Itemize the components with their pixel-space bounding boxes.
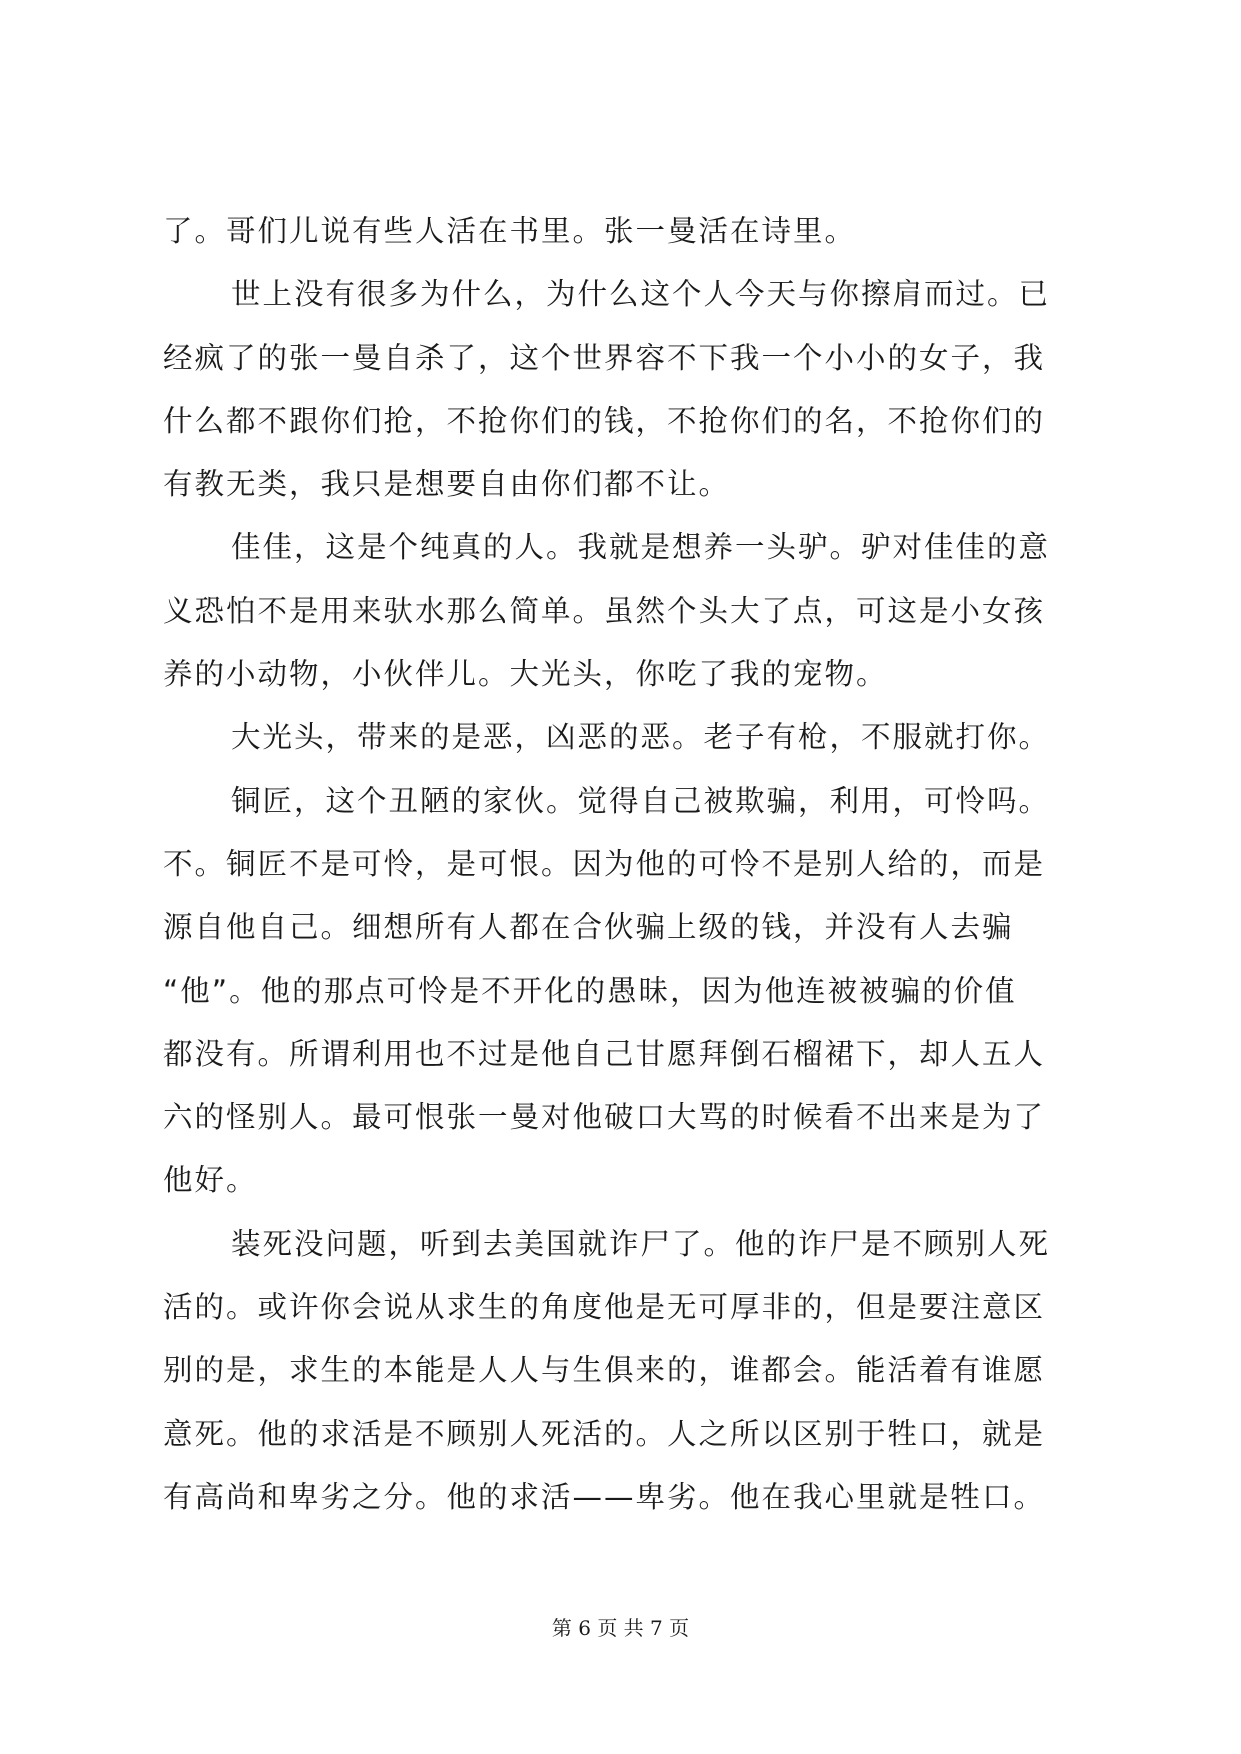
paragraph-first-line: 世上没有很多为什么，为什么这个人今天与你擦肩而过。已: [231, 277, 1051, 312]
paragraph-first-line: 佳佳，这是个纯真的人。我就是想养一头驴。驴对佳佳的意: [231, 530, 1051, 565]
text-line: 有教无类，我只是想要自由你们都不让。: [163, 467, 731, 502]
document-body: [163, 200, 1083, 1529]
paragraph-first-line: 大光头，带来的是恶，凶恶的恶。老子有枪，不服就打你。: [231, 720, 1051, 755]
text-line: 都没有。所谓利用也不过是他自己甘愿拜倒石榴裙下，却人五人: [163, 1036, 1046, 1071]
text-line: 不。铜匠不是可怜，是可恨。因为他的可怜不是别人给的，而是: [163, 846, 1046, 881]
text-line: 活的。或许你会说从求生的角度他是无可厚非的，但是要注意区: [163, 1290, 1046, 1325]
text-line: 源自他自己。细想所有人都在合伙骗上级的钱，并没有人去骗: [163, 910, 1014, 945]
text-line: 养的小动物，小伙伴儿。大光头，你吃了我的宠物。: [163, 657, 888, 692]
text-line: 意死。他的求活是不顾别人死活的。人之所以区别于牲口，就是: [163, 1416, 1046, 1451]
text-line: 了。哥们儿说有些人活在书里。张一曼活在诗里。: [163, 214, 857, 248]
text-line: 他好。: [163, 1163, 258, 1198]
text-line: 义恐怕不是用来驮水那么简单。虽然个头大了点，可这是小女孩: [163, 593, 1046, 628]
page-number-footer: 第 6 页 共 7 页: [551, 1616, 690, 1640]
text-line: 六的怪别人。最可恨张一曼对他破口大骂的时候看不出来是为了: [163, 1100, 1046, 1135]
paragraph-first-line: 装死没问题，听到去美国就诈尸了。他的诈尸是不顾别人死: [231, 1226, 1051, 1261]
text-line: 有高尚和卑劣之分。他的求活——卑劣。他在我心里就是牲口。: [163, 1479, 1046, 1514]
text-line: 什么都不跟你们抢，不抢你们的钱，不抢你们的名，不抢你们的: [163, 403, 1046, 438]
text-line: 经疯了的张一曼自杀了，这个世界容不下我一个小小的女子，我: [163, 340, 1046, 375]
text-line: 别的是，求生的本能是人人与生俱来的，谁都会。能活着有谁愿: [163, 1353, 1046, 1388]
text-line: “他”。他的那点可怜是不开化的愚昧，因为他连被被骗的价值: [163, 973, 1017, 1008]
paragraph-first-line: 铜匠，这个丑陋的家伙。觉得自己被欺骗，利用，可怜吗。: [231, 783, 1051, 818]
